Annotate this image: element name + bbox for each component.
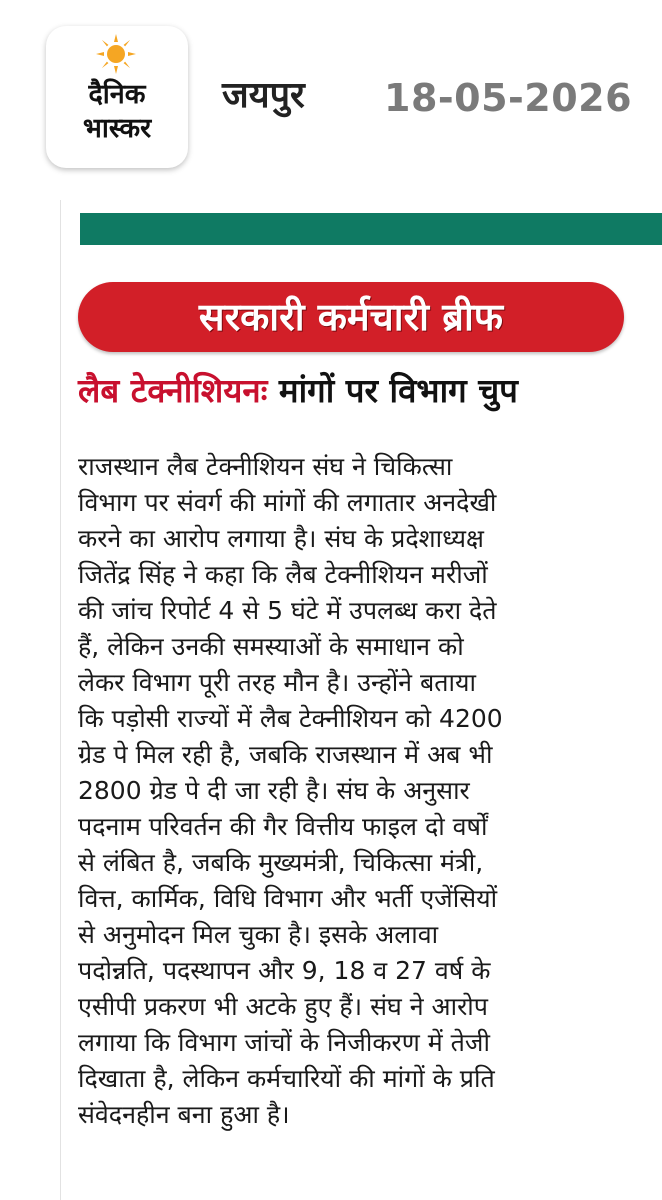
- section-color-bar: [80, 213, 662, 245]
- sun-icon: [96, 34, 136, 74]
- dainik-bhaskar-logo[interactable]: [46, 26, 188, 168]
- logo-text-line2: भास्कर: [82, 113, 152, 144]
- body-line: से अनुमोदन मिल चुका है। इसके अलावा: [78, 920, 439, 949]
- body-line: लगाया कि विभाग जांचों के निजीकरण में तेजी: [78, 1028, 490, 1057]
- body-line: से लंबित है, जबकि मुख्यमंत्री, चिकित्सा मंत्री,: [78, 848, 484, 877]
- body-line: की जांच रिपोर्ट 4 से 5 घंटे में उपलब्ध करा देते: [78, 596, 497, 625]
- section-banner: [78, 282, 624, 352]
- article-headline: [78, 368, 658, 414]
- body-line: वित्त, कार्मिक, विधि विभाग और भर्ती एजेंसियों: [78, 884, 498, 913]
- body-line: ग्रेड पे मिल रही है, जबकि राजस्थान में अब भी: [78, 740, 493, 769]
- headline-lead: लैब टेक्नीशियनः: [78, 371, 268, 410]
- body-line: हैं, लेकिन उनकी समस्याओं के समाधान को: [78, 632, 464, 661]
- body-line: कि पड़ोसी राज्यों में लैब टेक्नीशियन को 4200: [78, 704, 503, 733]
- body-line: दिखाता है, लेकिन कर्मचारियों की मांगों के प्रति: [78, 1064, 495, 1093]
- headline-rest: मांगों पर विभाग चुप: [267, 371, 518, 410]
- body-line: संवेदनहीन बना हुआ है।: [78, 1100, 290, 1129]
- edition-city: जयपुर: [222, 75, 305, 116]
- body-line: राजस्थान लैब टेक्नीशियन संघ ने चिकित्सा: [78, 452, 453, 481]
- logo-text-line1: दैनिक: [88, 79, 146, 110]
- edition-date: 18-05-2026: [384, 76, 633, 120]
- body-line: करने का आरोप लगाया है। संघ के प्रदेशाध्यक्ष: [78, 524, 484, 553]
- body-line: जितेंद्र सिंह ने कहा कि लैब टेक्नीशियन मरीजों: [78, 560, 488, 589]
- header: [0, 0, 662, 200]
- body-line: 2800 ग्रेड पे दी जा रही है। संघ के अनुसार: [78, 776, 470, 805]
- article-body: [78, 449, 638, 1133]
- body-line: एसीपी प्रकरण भी अटके हुए हैं। संघ ने आरोप: [78, 992, 488, 1021]
- body-line: पदनाम परिवर्तन की गैर वित्तीय फाइल दो वर्षों: [78, 812, 488, 841]
- body-line: लेकर विभाग पूरी तरह मौन है। उन्होंने बताया: [78, 668, 476, 697]
- body-line: विभाग पर संवर्ग की मांगों की लगातार अनदेखी: [78, 488, 497, 517]
- section-banner-title: सरकारी कर्मचारी ब्रीफ: [198, 295, 504, 339]
- body-line: पदोन्नति, पदस्थापन और 9, 18 व 27 वर्ष के: [78, 956, 491, 985]
